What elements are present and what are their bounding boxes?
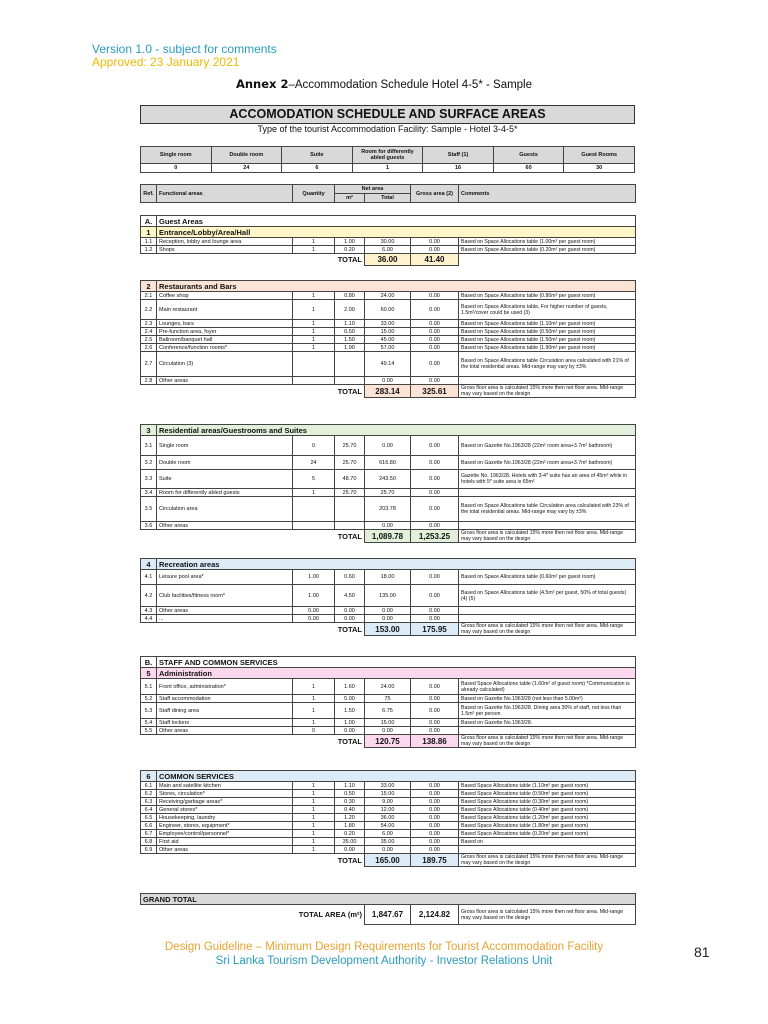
room-summary-table — [140, 146, 635, 173]
section-3-gross-total: 1,253.25 — [411, 530, 459, 543]
section-5-gross-total: 138.86 — [411, 735, 459, 748]
section-3-header: 3 Residential areas/Guestrooms and Suites — [141, 425, 636, 436]
table-row: 5.2 Staff accommodation 1 5.00 75 0.00 Based on Gazette No.1963/28 (not less than 5.00m²) — [141, 695, 636, 703]
section-3-net-total: 1,089.78 — [365, 530, 411, 543]
grand-total-label: TOTAL AREA (m²) — [141, 905, 365, 925]
section-1-header: 1 Entrance/Lobby/Area/Hall — [141, 227, 636, 238]
section-6-gross-total: 189.75 — [411, 854, 459, 867]
summary-value: 6 — [282, 164, 353, 173]
grand-total-comment: Gross floor area is calculated 15% more then net floor area. Mid-range may vary based on the design — [459, 905, 636, 925]
section-a-header: A. Guest Areas — [141, 216, 636, 227]
col-gross: Gross area (2) — [411, 185, 459, 203]
table-row: 1.2 Shops 1 0.20 6.00 0.00 Based on Space Allocations table (0.20m² per guest room) — [141, 246, 636, 254]
grand-total-row — [141, 905, 636, 925]
col-m2: m² — [335, 194, 365, 203]
table-row: 5.4 Staff lockers 1 1.00 15.00 0.00 Based on Gazette No.1963/28. — [141, 719, 636, 727]
table-row: 4.3 Other areas 0.00 0.00 0.00 0.00 — [141, 607, 636, 615]
section-6-total-comment: Gross floor area is calculated 15% more then net floor area. Mid-range may vary based on the design — [459, 854, 636, 867]
annex-heading — [0, 77, 768, 91]
section-2-net-total: 283.14 — [365, 385, 411, 398]
grand-total-header: GRAND TOTAL — [141, 894, 636, 905]
table-row: 3.5 Circulation area 203.78 0.00 Based on Space Allocations table Circulation area calculated with 23% of the total residential areas. Mid-range may vary by ±3% — [141, 497, 636, 522]
summary-value-row — [141, 164, 635, 173]
table-row: 5.1 Front office, administration* 1 1.60 24.00 0.00 Based Space Allocations table (1.60m² of guest room) *Communication is already calculated) — [141, 679, 636, 695]
footer-authority: Sri Lanka Tourism Development Authority - Investor Relations Unit — [215, 955, 553, 967]
table-row: 6.7 Employee/control/personnel* 1 0.20 6.00 0.00 Based Space Allocations table (0.20m² per guest room) — [141, 830, 636, 838]
section-2-total-comment: Gross floor area is calculated 15% more then net floor area. Mid-range may vary based on the design — [459, 385, 636, 398]
table-row: 2.8 Other areas 0.00 0.00 — [141, 377, 636, 385]
schedule-title: ACCOMODATION SCHEDULE AND SURFACE AREAS — [140, 105, 635, 124]
section-3-total-comment: Gross floor area is calculated 15% more then net floor area. Mid-range may vary based on the design — [459, 530, 636, 543]
section-6-header: 6 COMMON SERVICES — [141, 771, 636, 782]
summary-header: Single room — [141, 147, 212, 164]
section-5-header: 5 Administration — [141, 668, 636, 679]
section-4-gross-total: 175.95 — [411, 623, 459, 636]
grand-total-table — [140, 893, 636, 925]
section-5-total-row: TOTAL 120.75 138.86 Gross floor area is calculated 15% more then net floor area. Mid-range may vary based on the design — [141, 735, 636, 748]
section-2-table — [140, 280, 636, 398]
col-quantity: Quantity — [293, 185, 335, 203]
table-row: 5.3 Staff dining area 1 1.50 6.75 0.00 Based on Gazette No.1963/28. Dining area 30% of staff, not less than 1.5m² per person — [141, 703, 636, 719]
annex-title: –Accommodation Schedule Hotel 4-5* - Sample — [288, 79, 533, 91]
table-row: 6.9 Other areas 1 0.00 0.00 0.00 — [141, 846, 636, 854]
table-row: 3.6 Other areas 0.00 0.00 — [141, 522, 636, 530]
section-5-total-comment: Gross floor area is calculated 15% more then net floor area. Mid-range may vary based on the design — [459, 735, 636, 748]
section-4-net-total: 153.00 — [365, 623, 411, 636]
section-2-header: 2 Restaurants and Bars — [141, 281, 636, 292]
summary-header: Double room — [211, 147, 282, 164]
section-b-header: B. STAFF AND COMMON SERVICES — [141, 657, 636, 668]
col-comments: Comments — [459, 185, 636, 203]
table-row: 2.7 Circulation (3) 49.14 0.00 Based on Space Allocations table Circulation area calculated with 21% of the total residential areas. Mid-range may vary by ±3% — [141, 352, 636, 377]
section-3-table — [140, 424, 636, 543]
table-row: 4.4 ... 0.00 0.00 0.00 0.00 — [141, 615, 636, 623]
section-2-total-row: TOTAL 283.14 325.61 Gross floor area is calculated 15% more then net floor area. Mid-range may vary based on the design — [141, 385, 636, 398]
page-number: 81 — [694, 944, 710, 960]
table-row: 6.2 Stores, circulation* 1 0.50 15.00 0.00 Based Space Allocations table (0.50m² per guest room) — [141, 790, 636, 798]
section-1-table — [140, 215, 636, 266]
table-row: 2.3 Lounges, bars 1 1.10 33.00 0.00 Based on Space Allocations table (1.10m² per guest room) — [141, 320, 636, 328]
table-row: 3.2 Double room 24 25.70 616.80 0.00 Based on Gazette No.1963/28 (22m² room area+3.7m² bathroom) — [141, 456, 636, 470]
footer-guideline: Design Guideline – Minimum Design Requirements for Tourist Accommodation Facility — [164, 941, 604, 953]
table-row: 6.6 Engineer, stores, equipment* 1 1.80 54.00 0.00 Based Space Allocations table (1.80m² per guest room) — [141, 822, 636, 830]
section-4-header: 4 Recreation areas — [141, 559, 636, 570]
col-net-area: Net area — [335, 185, 411, 194]
section-1-total-row: TOTAL 36.00 41.40 — [141, 254, 636, 266]
table-row: 5.5 Other areas 0 0.00 0.00 0.00 — [141, 727, 636, 735]
col-total: Total — [365, 194, 411, 203]
version-note: Version 1.0 - subject for comments — [92, 42, 277, 56]
table-row: 3.4 Room for differently abled guests 1 25.70 25.70 0.00 — [141, 489, 636, 497]
table-row: 3.1 Single room 0 25.70 0.00 0.00 Based on Gazette No.1963/28 (22m² room area+3.7m² bathroom) — [141, 436, 636, 456]
table-row: 6.8 First aid 1 35.00 35.00 0.00 Based on — [141, 838, 636, 846]
summary-header: Guest Rooms — [564, 147, 635, 164]
col-ref: Ref. — [141, 185, 157, 203]
section-6-total-row: TOTAL 165.00 189.75 Gross floor area is calculated 15% more then net floor area. Mid-range may vary based on the design — [141, 854, 636, 867]
table-row: 4.1 Leisure pool area* 1.00 0.60 18.00 0.00 Based on Space Allocations table (0.60m² per guest room) — [141, 570, 636, 585]
table-row: 3.3 Suite 5 48.70 243.50 0.00 Gazette No. 1963/28. Hotels with 3-4* suite has an area of 45m² while in hotels with 5* suite area is 65m² — [141, 470, 636, 489]
table-row: 2.1 Coffee shop 1 0.80 24.00 0.00 Based on Space Allocations table (0.80m² per guest room) — [141, 292, 636, 300]
section-4-total-row: TOTAL 153.00 175.95 Gross floor area is calculated 15% more then net floor area. Mid-range may vary based on the design — [141, 623, 636, 636]
summary-value: 60 — [493, 164, 564, 173]
summary-header: Staff (1) — [423, 147, 494, 164]
grand-gross-total: 2,124.82 — [411, 905, 459, 925]
annex-label: Annex 2 — [235, 77, 289, 91]
table-row: 6.4 General stores* 1 0.40 12.00 0.00 Based Space Allocations table (0.40m² per guest room) — [141, 806, 636, 814]
section-4-total-comment: Gross floor area is calculated 15% more then net floor area. Mid-range may vary based on the design — [459, 623, 636, 636]
approved-date: Approved: 23 January 2021 — [92, 55, 240, 69]
table-row: 2.2 Main restaurant 1 2.00 60.00 0.00 Based on Space Allocations table, For higher number of guests, 1.5m²/cover could be used (3) — [141, 300, 636, 320]
table-row: 6.1 Main and satellite kitchen 1 1.10 33.00 0.00 Based Space Allocations table (1.10m² per guest room) — [141, 782, 636, 790]
section-4-table — [140, 558, 636, 636]
summary-header: Suite — [282, 147, 353, 164]
summary-value: 0 — [141, 164, 212, 173]
col-functional: Functional areas — [157, 185, 293, 203]
section-6-table — [140, 770, 636, 867]
section-3-total-row: TOTAL 1,089.78 1,253.25 Gross floor area is calculated 15% more then net floor area. Mid-range may vary based on the design — [141, 530, 636, 543]
column-header-table — [140, 184, 636, 203]
table-row: 6.3 Receiving/garbage areas* 1 0.30 9.00 0.00 Based Space Allocations table (0.30m² per guest room) — [141, 798, 636, 806]
table-row: 2.5 Ballroom/banquet hall 1 1.50 45.00 0.00 Based on Space Allocations table (1.50m² per guest room) — [141, 336, 636, 344]
summary-value: 24 — [211, 164, 282, 173]
table-row: 4.2 Club facilities/fitness room* 1.00 4.50 135.00 0.00 Based on Space Allocations table (4.5m² per guest, 50% of total guests) (4) (5) — [141, 585, 636, 607]
section-1-net-total: 36.00 — [365, 254, 411, 266]
summary-value: 30 — [564, 164, 635, 173]
summary-header-row — [141, 147, 635, 164]
section-1-gross-total: 41.40 — [411, 254, 459, 266]
table-row: 6.5 Housekeeping, laundry 1 1.20 36.00 0.00 Based Space Allocations table (1.20m² per guest room) — [141, 814, 636, 822]
table-row: 2.6 Conference/function rooms* 1 1.90 57.00 0.00 Based on Space Allocations table (1.90m² per guest room) — [141, 344, 636, 352]
facility-type: Type of the tourist Accommodation Facility: Sample - Hotel 3-4-5* — [257, 124, 518, 134]
summary-value: 16 — [423, 164, 494, 173]
table-row: 1.1 Reception, lobby and lounge area 1 1.00 30.00 0.00 Based on Space Allocations table (1.00m² per guest room) — [141, 238, 636, 246]
table-row: 2.4 Pre-function area, foyer 1 0.50 15.00 0.00 Based on Space Allocations table (0.50m² per guest room) — [141, 328, 636, 336]
section-5-table — [140, 656, 636, 748]
summary-value: 1 — [352, 164, 423, 173]
grand-net-total: 1,847.67 — [365, 905, 411, 925]
section-2-gross-total: 325.61 — [411, 385, 459, 398]
summary-header: Room for differently abled guests — [352, 147, 423, 164]
section-5-net-total: 120.75 — [365, 735, 411, 748]
section-6-net-total: 165.00 — [365, 854, 411, 867]
summary-header: Guests — [493, 147, 564, 164]
